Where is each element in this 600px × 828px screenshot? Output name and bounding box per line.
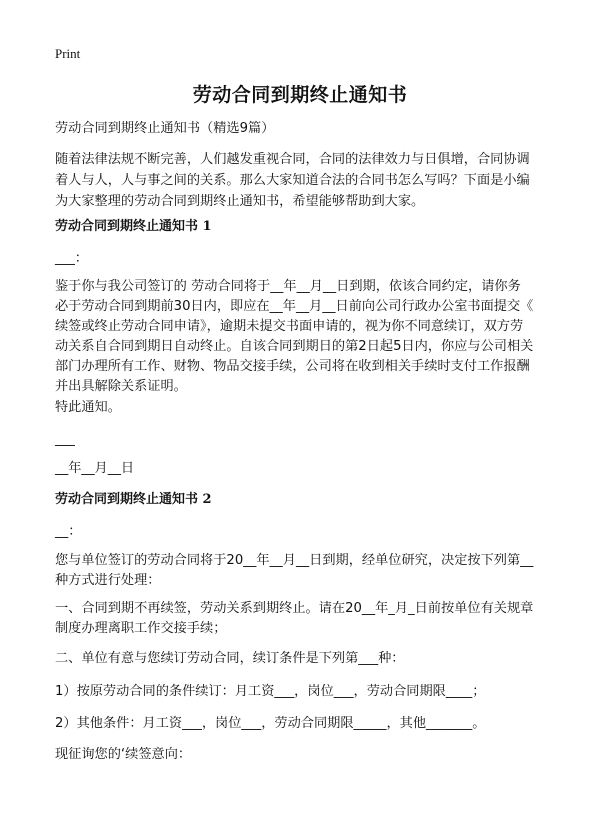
section-2-condition-1: 1）按原劳动合同的条件续订：月工资___，岗位___，劳动合同期限____；	[55, 684, 486, 699]
page-title: 劳动合同到期终止通知书	[192, 84, 408, 106]
intro-line: 为大家整理的劳动合同到期终止通知书，希望能够帮助到大家。	[55, 194, 425, 209]
section-1-signature: ___	[55, 432, 75, 447]
intro-line: 随着法律法规不断完善，人们越发重视合同，合同的法律效力与日俱增，合同协调	[55, 152, 530, 167]
body-line: 您与单位签订的劳动合同将于20__年__月__日到期，经单位研究，决定按下列第__	[55, 553, 534, 568]
intro-paragraph	[55, 149, 548, 212]
section-1-heading: 劳动合同到期终止通知书 1	[55, 219, 212, 234]
subtitle-text: 劳动合同到期终止通知书（精选9篇）	[55, 121, 275, 136]
section-2-salutation: __：	[55, 524, 82, 539]
document-subtitle	[55, 119, 548, 139]
section-2-condition-2: 2）其他条件：月工资___，岗位___，劳动合同期限_____，其他_______。	[55, 716, 486, 731]
section-1-body	[55, 277, 548, 397]
option-line: 制度办理离职工作交接手续；	[55, 621, 227, 636]
section-1-date: __年__月__日	[55, 461, 135, 476]
option-line: 一、合同到期不再续签，劳动关系到期终止。请在20__年_月_日前按单位有关规章	[55, 601, 534, 616]
section-2-option-2: 二、单位有意与您续订劳动合同，续订条件是下列第___种：	[55, 651, 405, 666]
body-line: 部门办理所有工作、财物、物品交接手续，公司将在收到相关手续时支付工作报酬	[55, 359, 530, 374]
section-2-option-1	[55, 599, 548, 639]
body-line: 动关系自合同到期日自动终止。自该合同到期日的第2日起5日内，你应与公司相关	[55, 339, 534, 354]
section-1-salutation: ___：	[55, 251, 88, 266]
section-2-body	[55, 551, 548, 591]
body-line: 种方式进行处理：	[55, 573, 161, 588]
section-2-inquiry: 现征询您的‘续签意向：	[55, 747, 192, 762]
section-1-closing: 特此通知。	[55, 400, 121, 415]
body-line: 鉴于你与我公司签订的 劳动合同将于__年__月__日到期，依该合同约定，请你务	[55, 279, 521, 294]
body-line: 必于劳动合同到期前30日内，即应在__年__月__日前向公司行政办公室书面提交《	[55, 299, 534, 314]
body-line: 续签或终止劳动合同申请》，逾期未提交书面申请的，视为你不同意续订，双方劳	[55, 319, 524, 334]
section-2-heading: 劳动合同到期终止通知书 2	[55, 492, 212, 507]
body-line: 并出具解除关系证明。	[55, 379, 187, 394]
intro-line: 着人与人，人与事之间的关系。那么大家知道合法的合同书怎么写吗？下面是小编	[55, 173, 530, 188]
print-link[interactable]: Print	[55, 46, 81, 61]
